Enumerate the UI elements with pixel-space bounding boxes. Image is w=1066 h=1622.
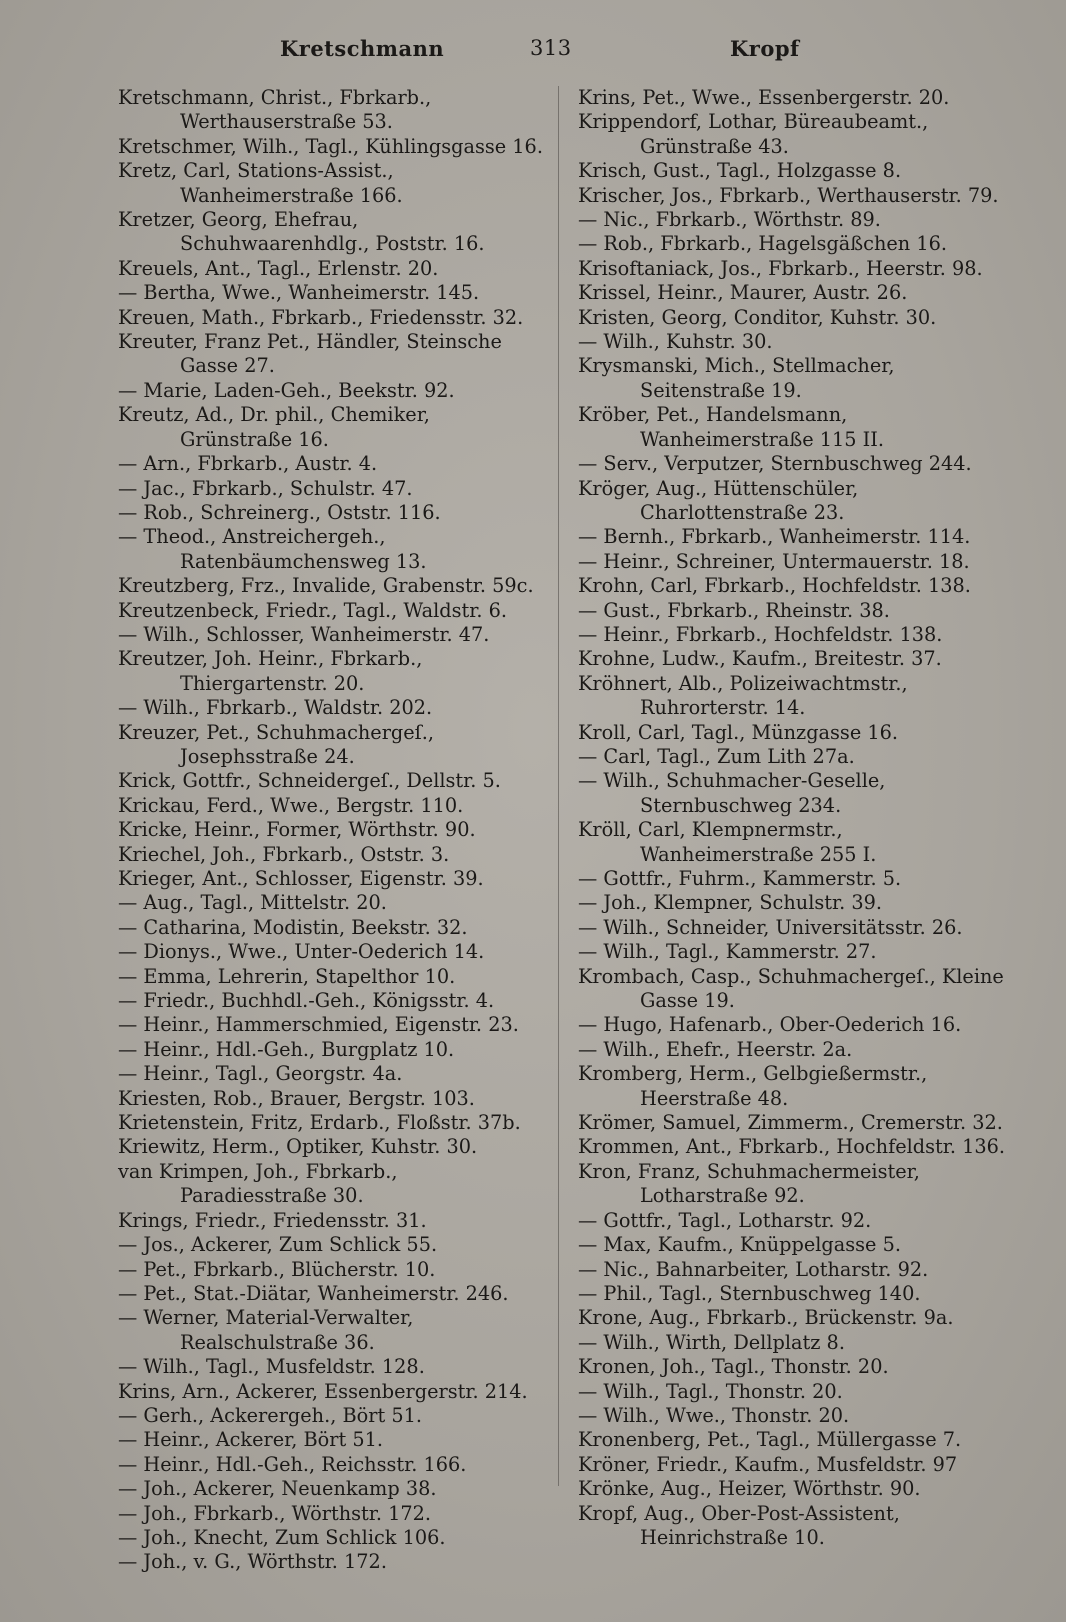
column-divider (558, 86, 559, 1486)
directory-entry: Krisch, Gust., Tagl., Holzgasse 8. (578, 159, 902, 183)
directory-entry: Kriesten, Rob., Brauer, Bergstr. 103. (118, 1086, 475, 1110)
directory-entry: Kron, Franz, Schuhmachermeister, Lotharstraße 92. (578, 1159, 920, 1208)
directory-entry: — Marie, Laden-Geh., Beekstr. 92. (118, 378, 455, 402)
directory-entry: Krings, Friedr., Friedensstr. 31. (118, 1208, 427, 1232)
directory-entry: Kreutz, Ad., Dr. phil., Chemiker, Grünstraße 16. (118, 403, 430, 451)
directory-entry: — Jos., Ackerer, Zum Schlick 55. (118, 1233, 438, 1257)
directory-entry: — Wilh., Fbrkarb., Waldstr. 202. (118, 696, 433, 720)
directory-entry: — Hugo, Hafenarb., Ober-Oederich 16. (578, 1013, 962, 1037)
directory-entry: — Wilh., Schlosser, Wanheimerstr. 47. (118, 622, 490, 646)
directory-entry: Krommen, Ant., Fbrkarb., Hochfeldstr. 136. (578, 1135, 1006, 1159)
directory-entry: — Heinr., Schreiner, Untermauerstr. 18. (578, 549, 970, 573)
directory-entry: Kretschmer, Wilh., Tagl., Kühlingsgasse 16. (118, 134, 543, 158)
directory-entry: Kretschmann, Christ., Fbrkarb., Werthauserstraße 53. (118, 86, 432, 134)
directory-entry: Kreutzenbeck, Friedr., Tagl., Waldstr. 6. (118, 598, 507, 622)
header-first-name: Kretschmann (280, 36, 445, 61)
directory-entry: Krisoftaniack, Jos., Fbrkarb., Heerstr. 98. (578, 256, 983, 280)
directory-entry: Krömer, Samuel, Zimmerm., Cremerstr. 32. (578, 1111, 1003, 1135)
directory-entry: van Krimpen, Joh., Fbrkarb., Paradiesstraße 30. (118, 1159, 398, 1208)
directory-entry: — Joh., Klempner, Schulstr. 39. (578, 891, 883, 915)
directory-entry: — Rob., Fbrkarb., Hagelsgäßchen 16. (578, 232, 948, 256)
directory-entry: — Joh., Knecht, Zum Schlick 106. (118, 1525, 446, 1549)
directory-entry: Kretzer, Georg, Ehefrau, Schuhwaarenhdlg., Poststr. 16. (118, 208, 485, 256)
directory-entry: — Carl, Tagl., Zum Lith 27a. (578, 744, 855, 768)
directory-entry: — Pet., Stat.-Diätar, Wanheimerstr. 246. (118, 1281, 509, 1305)
page-header (110, 36, 1006, 68)
directory-entry: Krohn, Carl, Fbrkarb., Hochfeldstr. 138. (578, 574, 971, 598)
directory-entry: Kröber, Pet., Handelsmann, Wanheimerstraße 115 II. (578, 403, 885, 451)
directory-entry: Kreuter, Franz Pet., Händler, Steinsche Gasse 27. (118, 330, 502, 378)
directory-entry: Krombach, Casp., Schuhmachergeſ., Kleine Gasse 19. (578, 964, 1004, 1013)
directory-entry: Kronen, Joh., Tagl., Thonstr. 20. (578, 1355, 889, 1379)
directory-entry: Kristen, Georg, Conditor, Kuhstr. 30. (578, 305, 937, 329)
directory-entry: — Gottfr., Fuhrm., Kammerstr. 5. (578, 867, 902, 890)
directory-entry: — Wilh., Kuhstr. 30. (578, 330, 773, 354)
directory-entry: — Theod., Anstreichergeh., Ratenbäumchensweg 13. (118, 525, 427, 573)
directory-entry: — Rob., Schreinerg., Oststr. 116. (118, 500, 441, 524)
directory-entry: — Heinr., Fbrkarb., Hochfeldstr. 138. (578, 622, 943, 646)
directory-entry: — Nic., Fbrkarb., Wörthstr. 89. (578, 208, 881, 232)
directory-entry: — Serv., Verputzer, Sternbuschweg 244. (578, 452, 972, 476)
directory-entry: Kröll, Carl, Klempnermstr., Wanheimerstraße 255 I. (578, 818, 877, 866)
directory-entry: — Werner, Material-Verwalter, Realschulstraße 36. (118, 1306, 414, 1354)
directory-entry: Krippendorf, Lothar, Büreaubeamt., Grünstraße 43. (578, 110, 929, 158)
directory-entry: — Wilh., Schuhmacher-Geselle, Sternbuschweg 234. (578, 769, 886, 817)
directory-entry: — Joh., Ackerer, Neuenkamp 38. (118, 1477, 437, 1501)
left-column (118, 86, 548, 1575)
directory-entry: — Heinr., Hammerschmied, Eigenstr. 23. (118, 1013, 519, 1037)
directory-entry: — Dionys., Wwe., Unter-Oederich 14. (118, 940, 485, 964)
header-last-name: Kropf (730, 36, 800, 61)
directory-entry: — Emma, Lehrerin, Stapelthor 10. (118, 964, 456, 988)
directory-entry: — Nic., Bahnarbeiter, Lotharstr. 92. (578, 1257, 929, 1281)
directory-entry: Kricke, Heinr., Former, Wörthstr. 90. (118, 818, 476, 842)
directory-entry: — Max, Kaufm., Knüppelgasse 5. (578, 1233, 901, 1257)
directory-entry: Kröner, Friedr., Kaufm., Musfeldstr. 97 (578, 1452, 958, 1476)
directory-entry: Kronenberg, Pet., Tagl., Müllergasse 7. (578, 1428, 962, 1452)
directory-entry: — Wilh., Wwe., Thonstr. 20. (578, 1403, 850, 1427)
page-number: 313 (530, 36, 572, 60)
directory-entry: — Wilh., Tagl., Thonstr. 20. (578, 1379, 843, 1403)
directory-entry: — Arn., Fbrkarb., Austr. 4. (118, 452, 378, 476)
directory-entry: Krischer, Jos., Fbrkarb., Werthauserstr. 79. (578, 183, 999, 207)
directory-entry: — Gottfr., Tagl., Lotharstr. 92. (578, 1208, 872, 1232)
directory-entry: Krissel, Heinr., Maurer, Austr. 26. (578, 281, 908, 305)
directory-entry: — Heinr., Ackerer, Bört 51. (118, 1428, 384, 1452)
directory-entry: — Wilh., Schneider, Universitätsstr. 26. (578, 915, 963, 939)
directory-entry: — Aug., Tagl., Mittelstr. 20. (118, 891, 387, 915)
directory-entry: — Joh., Fbrkarb., Wörthstr. 172. (118, 1501, 432, 1525)
directory-entry: — Wilh., Tagl., Kammerstr. 27. (578, 940, 877, 964)
directory-entry: Kriechel, Joh., Fbrkarb., Oststr. 3. (118, 842, 450, 866)
directory-entry: — Gust., Fbrkarb., Rheinstr. 38. (578, 598, 890, 622)
directory-entry: Kreuen, Math., Fbrkarb., Friedensstr. 32. (118, 305, 524, 329)
directory-entry: Kreutzberg, Frz., Invalide, Grabenstr. 59c. (118, 574, 534, 598)
directory-entry: — Gerh., Ackerergeh., Bört 51. (118, 1403, 422, 1427)
directory-entry: Kreutzer, Joh. Heinr., Fbrkarb., Thiergartenstr. 20. (118, 647, 423, 695)
directory-entry: — Wilh., Ehefr., Heerstr. 2a. (578, 1037, 853, 1061)
directory-entry: Krickau, Ferd., Wwe., Bergstr. 110. (118, 793, 464, 817)
directory-entry: — Heinr., Tagl., Georgstr. 4a. (118, 1062, 403, 1086)
directory-entry: Krieger, Ant., Schlosser, Eigenstr. 39. (118, 867, 484, 890)
directory-entry: — Joh., v. G., Wörthstr. 172. (118, 1550, 387, 1574)
directory-entry: Kriewitz, Herm., Optiker, Kuhstr. 30. (118, 1135, 478, 1159)
directory-entry: Kreuzer, Pet., Schuhmachergeſ., Josephsstraße 24. (118, 720, 435, 768)
directory-entry: Kröhnert, Alb., Polizeiwachtmstr., Ruhrorterstr. 14. (578, 671, 908, 720)
directory-entry: — Wilh., Wirth, Dellplatz 8. (578, 1330, 845, 1354)
directory-entry: Krönke, Aug., Heizer, Wörthstr. 90. (578, 1477, 921, 1501)
directory-entry: Krins, Pet., Wwe., Essenbergerstr. 20. (578, 86, 950, 109)
directory-entry: — Bernh., Fbrkarb., Wanheimerstr. 114. (578, 525, 971, 549)
directory-entry: — Catharina, Modistin, Beekstr. 32. (118, 915, 468, 939)
directory-entry: Krysmanski, Mich., Stellmacher, Seitenstraße 19. (578, 354, 895, 402)
directory-entry: — Wilh., Tagl., Musfeldstr. 128. (118, 1355, 425, 1379)
directory-entry: Kropf, Aug., Ober-Post-Assistent, Heinrichstraße 10. (578, 1501, 900, 1549)
directory-entry: Kreuels, Ant., Tagl., Erlenstr. 20. (118, 256, 439, 280)
directory-entry: Kretz, Carl, Stations-Assist., Wanheimerstraße 166. (118, 159, 403, 207)
directory-entry: — Heinr., Hdl.-Geh., Burgplatz 10. (118, 1037, 455, 1061)
directory-entry: — Heinr., Hdl.-Geh., Reichsstr. 166. (118, 1452, 467, 1476)
directory-entry: — Bertha, Wwe., Wanheimerstr. 145. (118, 281, 480, 305)
directory-entry: Krone, Aug., Fbrkarb., Brückenstr. 9a. (578, 1306, 954, 1330)
directory-entry: Krick, Gottfr., Schneidergeſ., Dellstr. 5. (118, 769, 501, 793)
directory-entry: — Phil., Tagl., Sternbuschweg 140. (578, 1281, 921, 1305)
right-column (578, 86, 1010, 1550)
directory-entry: Kromberg, Herm., Gelbgießermstr., Heerstraße 48. (578, 1062, 928, 1110)
directory-entry: Krietenstein, Fritz, Erdarb., Floßstr. 37b. (118, 1111, 521, 1135)
directory-entry: Kröger, Aug., Hüttenschüler, Charlottenstraße 23. (578, 476, 859, 524)
directory-entry: — Jac., Fbrkarb., Schulstr. 47. (118, 476, 413, 500)
directory-entry: — Friedr., Buchhdl.-Geh., Königsstr. 4. (118, 989, 495, 1013)
directory-entry: Krins, Arn., Ackerer, Essenbergerstr. 214. (118, 1379, 528, 1403)
directory-entry: Krohne, Ludw., Kaufm., Breitestr. 37. (578, 647, 942, 671)
directory-entry: — Pet., Fbrkarb., Blücherstr. 10. (118, 1257, 436, 1281)
directory-entry: Kroll, Carl, Tagl., Münzgasse 16. (578, 720, 899, 744)
